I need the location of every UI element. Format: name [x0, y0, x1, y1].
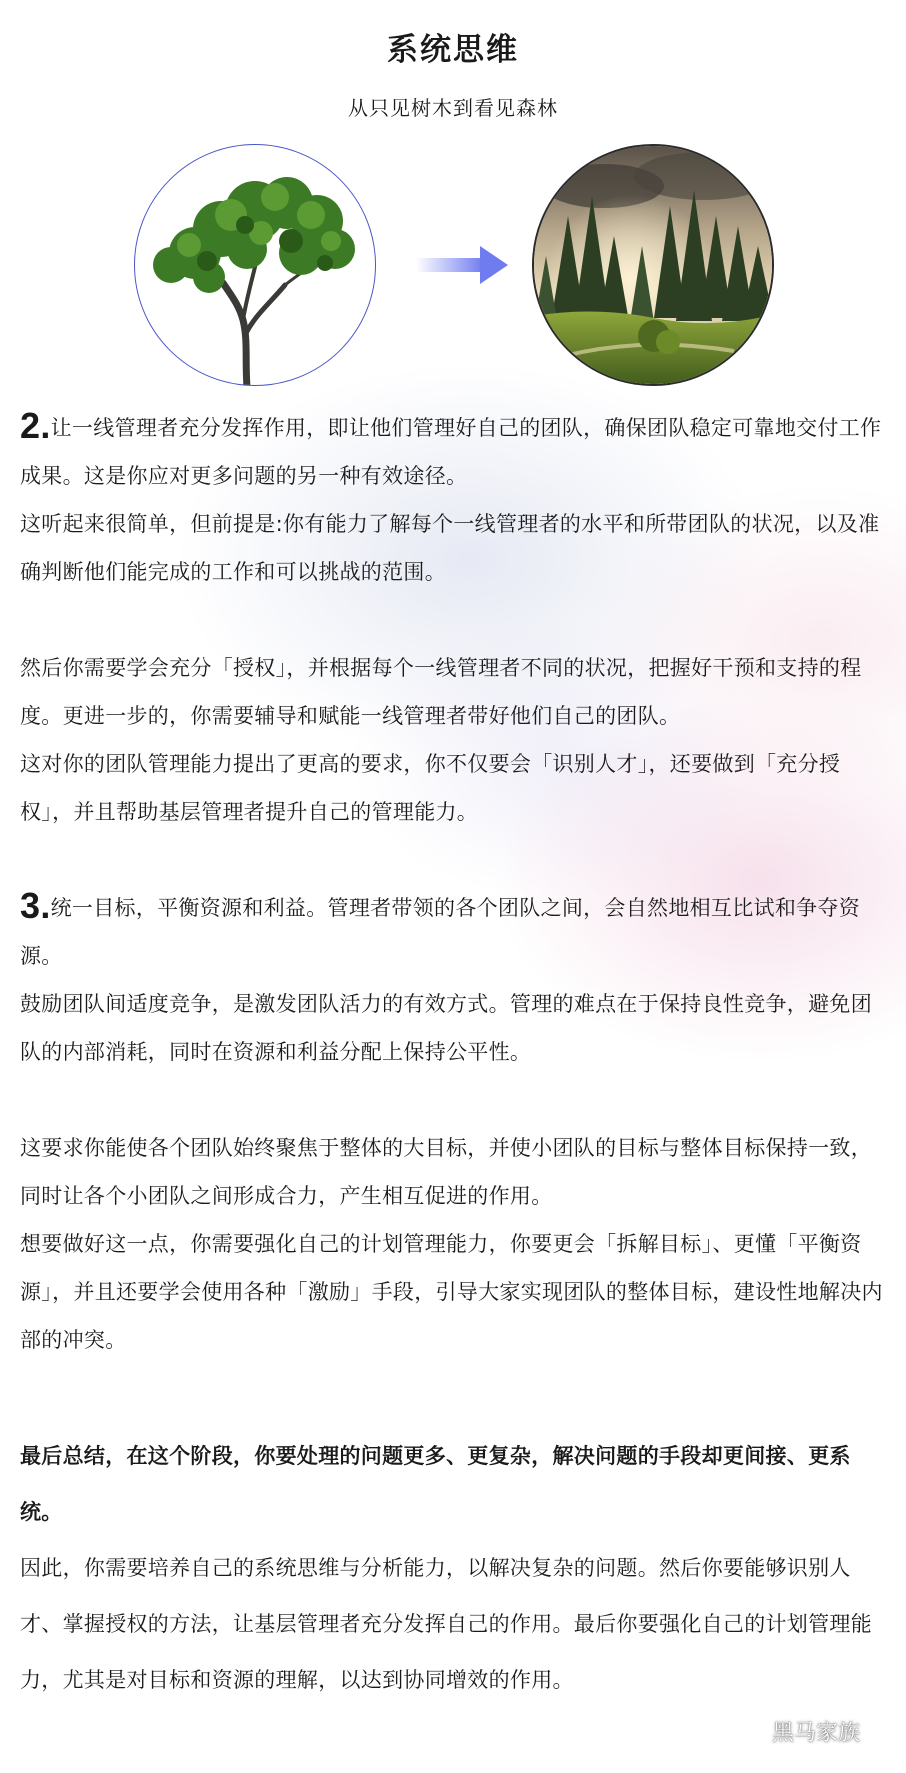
summary-heading-paragraph: 最后总结，在这个阶段，你要处理的问题更多、更复杂，解决问题的手段却更间接、更系统。 — [20, 1444, 851, 1524]
summary-paragraph: 因此，你需要培养自己的系统思维与分析能力，以解决复杂的问题。然后你要能够识别人才、掌握授权的方法，让基层管理者充分发挥自己的作用。最后你要强化自己的计划管理能力，尤其是对目标和资源的理解，以达到协同增效的作用。 — [20, 1556, 872, 1692]
section-2-paragraph: 这对你的团队管理能力提出了更高的要求，你不仅要会「识别人才」，还要做到「充分授权」，并且帮助基层管理者提升自己的管理能力。 — [20, 752, 841, 824]
forest-icon — [534, 146, 774, 386]
section-3-paragraph: 这要求你能使各个团队始终聚焦于整体的大目标，并使小团队的目标与整体目标保持一致，同时让各个小团队之间形成合力，产生相互促进的作用。 — [20, 1136, 872, 1208]
section-2-paragraph: 然后你需要学会充分「授权」，并根据每个一线管理者不同的状况，把握好干预和支持的程度。更进一步的，你需要辅导和赋能一线管理者带好他们自己的团队。 — [20, 656, 862, 728]
section-2-number: 2. — [20, 405, 51, 446]
article-body — [20, 404, 886, 1708]
spacer — [20, 1076, 886, 1124]
tree-icon — [135, 145, 376, 386]
section-3-paragraph: 想要做好这一点，你需要强化自己的计划管理能力，你要更会「拆解目标」、更懂「平衡资源」，并且还要学会使用各种「激励」手段，引导大家实现团队的整体目标，建设性地解决内部的冲突。 — [20, 1232, 883, 1352]
section-3-number: 3. — [20, 885, 51, 926]
forest-image — [532, 144, 774, 386]
section-2-intro: 2.让一线管理者充分发挥作用，即让他们管理好自己的团队，确保团队稳定可靠地交付工作成果。这是你应对更多问题的另一种有效途径。 — [20, 405, 882, 488]
section-3-intro: 3.统一目标，平衡资源和利益。管理者带领的各个团队之间，会自然地相互比试和争夺资源。 — [20, 885, 861, 968]
spacer — [20, 596, 886, 644]
section-2-paragraph: 这听起来很简单，但前提是:你有能力了解每个一线管理者的水平和所带团队的状况，以及准确判断他们能完成的工作和可以挑战的范围。 — [20, 512, 880, 584]
watermark-text: 黑马家族 — [772, 1719, 861, 1745]
arrow-right-icon — [416, 244, 508, 286]
section-3-paragraph: 鼓励团队间适度竞争，是激发团队活力的有效方式。管理的难点在于保持良性竞争，避免团队的内部消耗，同时在资源和利益分配上保持公平性。 — [20, 992, 872, 1064]
spacer — [20, 1364, 886, 1428]
tree-image — [134, 144, 376, 386]
page-title: 系统思维 — [387, 32, 519, 68]
spacer — [20, 836, 886, 884]
hero-illustration — [0, 144, 906, 390]
page-subtitle: 从只见树木到看见森林 — [348, 96, 558, 120]
watermark — [738, 1713, 860, 1749]
wechat-icon — [738, 1719, 766, 1743]
